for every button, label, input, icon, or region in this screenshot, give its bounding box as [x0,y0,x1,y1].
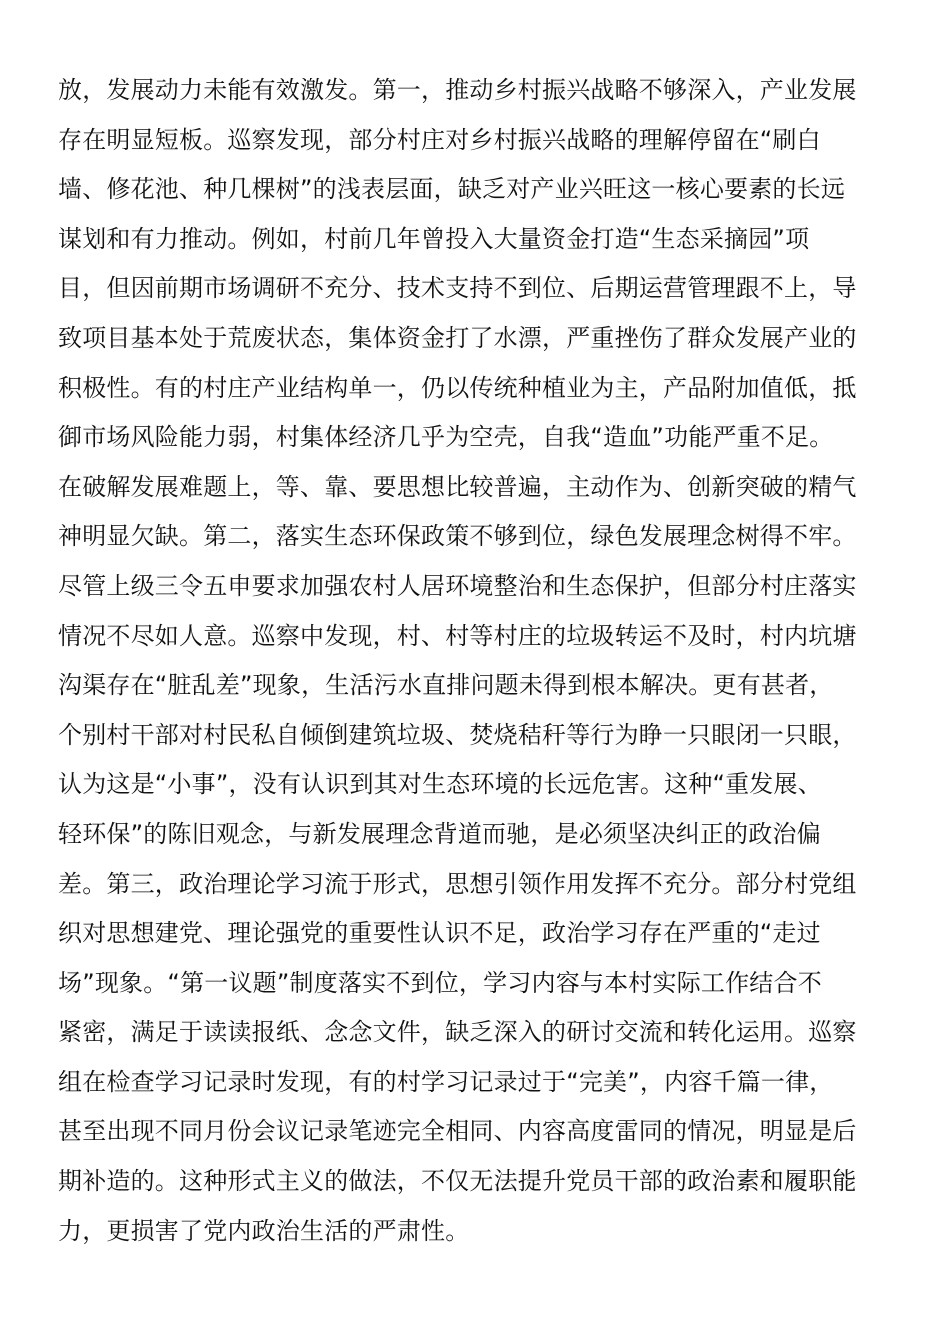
text-line-24: 力，更损害了党内政治生活的严肃性。 [58,1216,470,1245]
text-line-15: 认为这是“小事”，没有认识到其对生态环境的长远危害。这种“重发展、 [58,770,822,799]
text-line-12: 情况不尽如人意。巡察中发现，村、村等村庄的垃圾转运不及时，村内坑塘 [58,621,857,650]
text-line-4: 谋划和有力推动。例如，村前几年曾投入大量资金打造“生态采摘园”项 [58,224,810,253]
body-paragraph [58,66,878,1256]
text-line-18: 织对思想建党、理论强党的重要性认识不足，政治学习存在严重的“走过 [58,919,821,948]
text-line-10: 神明显欠缺。第二，落实生态环保政策不够到位，绿色发展理念树得不牢。 [58,522,857,551]
text-line-16: 轻环保”的陈旧观念，与新发展理念背道而驰，是必须坚决纠正的政治偏 [58,819,821,848]
text-line-20: 紧密，满足于读读报纸、念念文件，缺乏深入的研讨交流和转化运用。巡察 [58,1018,857,1047]
text-line-13: 沟渠存在“脏乱差”现象，生活污水直排问题未得到根本解决。更有甚者， [58,671,834,700]
text-line-19: 场”现象。“第一议题”制度落实不到位，学习内容与本村实际工作结合不 [58,968,822,997]
text-line-21: 组在检查学习记录时发现，有的村学习记录过于“完美”，内容千篇一律， [58,1067,834,1096]
text-line-1: 放，发展动力未能有效激发。第一，推动乡村振兴战略不够深入，产业发展 [58,76,857,104]
text-line-17: 差。第三，政治理论学习流于形式，思想引领作用发挥不充分。部分村党组 [58,869,857,898]
text-line-8: 御市场风险能力弱，村集体经济几乎为空壳，自我“造血”功能严重不足。 [58,423,834,452]
text-line-14: 个别村干部对村民私自倾倒建筑垃圾、焚烧秸秆等行为睁一只眼闭一只眼， [58,720,857,749]
text-line-5: 目，但因前期市场调研不充分、技术支持不到位、后期运营管理跟不上，导 [58,274,857,303]
text-line-9: 在破解发展难题上，等、靠、要思想比较普遍，主动作为、创新突破的精气 [58,472,857,501]
text-line-23: 期补造的。这种形式主义的做法，不仅无法提升党员干部的政治素和履职能 [58,1167,857,1196]
text-line-7: 积极性。有的村庄产业结构单一，仍以传统种植业为主，产品附加值低，抵 [58,373,857,402]
text-line-2: 存在明显短板。巡察发现，部分村庄对乡村振兴战略的理解停留在“刷白 [58,125,821,154]
text-line-22: 甚至出现不同月份会议记录笔迹完全相同、内容高度雷同的情况，明显是后 [58,1117,857,1146]
text-line-11: 尽管上级三令五申要求加强农村人居环境整治和生态保护，但部分村庄落实 [58,571,857,600]
text-line-3: 墙、修花池、种几棵树”的浅表层面，缺乏对产业兴旺这一核心要素的长远 [58,175,846,204]
text-line-6: 致项目基本处于荒废状态，集体资金打了水漂，严重挫伤了群众发展产业的 [58,323,857,352]
